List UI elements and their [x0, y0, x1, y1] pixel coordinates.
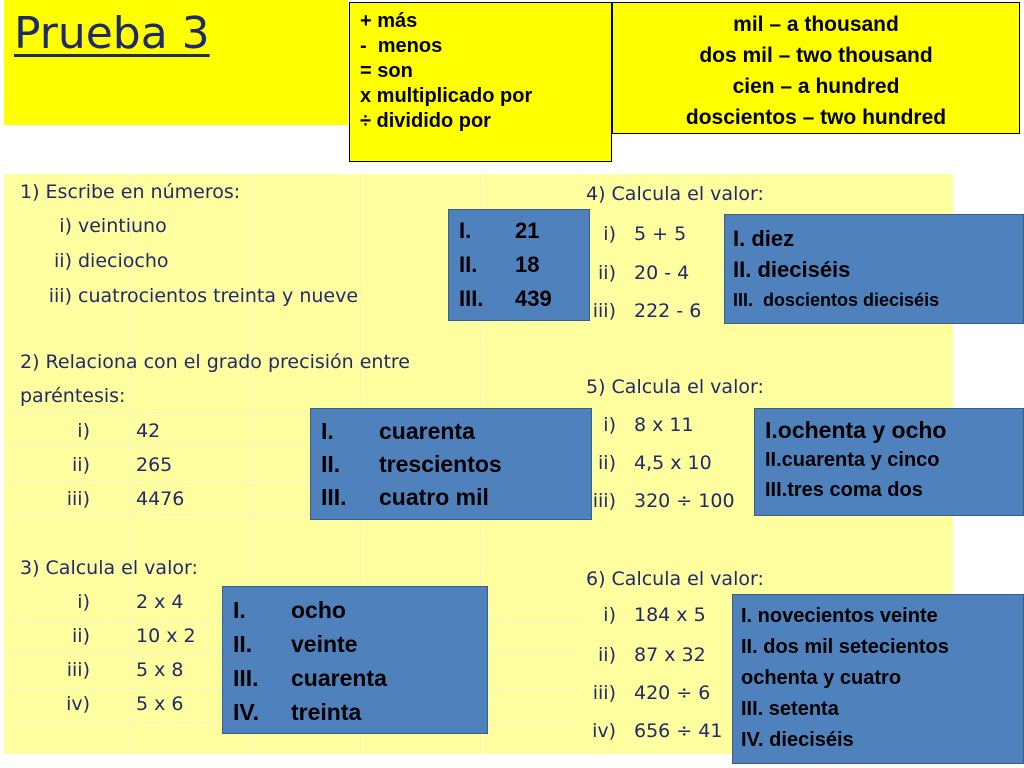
q3-answer-2-numeral: II.: [233, 631, 253, 657]
q5-item-1-numeral: i): [603, 414, 616, 436]
q4-item-2-text: 20 - 4: [634, 262, 690, 284]
numbers-legend: [612, 2, 1020, 134]
q4-answer-2: II. dieciséis: [733, 257, 851, 282]
q6-answer-2: II. dos mil setecientos: [741, 636, 949, 658]
q1-answer-1: 21: [515, 218, 540, 243]
q5-item-2-numeral: ii): [598, 452, 616, 474]
q6-answer-4: IV. dieciséis: [741, 729, 854, 751]
q6-item-1-numeral: i): [603, 604, 616, 626]
q3-answer-1-numeral: I.: [233, 597, 246, 623]
q2-item-1-numeral: i): [77, 420, 90, 442]
q5-item-3-text: 320 ÷ 100: [634, 490, 735, 512]
q3-answer-1: ocho: [291, 597, 346, 623]
q1-answer-3-numeral: III.: [459, 286, 484, 311]
question-2-title-line-2: paréntesis:: [20, 385, 126, 407]
page-title: Prueba 3: [14, 8, 210, 59]
q5-answer-3: III.tres coma dos: [765, 479, 923, 501]
number-word-2: dos mil – two thousand: [699, 44, 933, 67]
question-4-title: 4) Calcula el valor:: [586, 183, 764, 205]
symbol-divide: ÷ dividido por: [360, 110, 491, 132]
q2-answer-2: trescientos: [379, 451, 502, 477]
q4-answer-box: [724, 214, 1024, 324]
q1-item-3-text: cuatrocientos treinta y nueve: [78, 285, 359, 307]
q5-item-2-text: 4,5 x 10: [634, 452, 712, 474]
question-2-title-line-1: 2) Relaciona con el grado precisión entre: [20, 351, 410, 373]
q1-item-2-text: dieciocho: [78, 250, 169, 272]
q2-answer-2-numeral: II.: [321, 451, 341, 477]
q4-answer-1: I. diez: [733, 226, 795, 251]
q5-item-1-text: 8 x 11: [634, 414, 694, 436]
q6-item-1-text: 184 x 5: [634, 604, 706, 626]
q1-answer-1-numeral: I.: [459, 218, 472, 243]
q4-answer-3: III. doscientos dieciséis: [733, 290, 940, 310]
q1-item-1-numeral: i): [59, 215, 72, 237]
number-word-3: cien – a hundred: [732, 75, 900, 98]
q5-answer-box: [754, 408, 1024, 516]
q3-answer-3: cuarenta: [291, 665, 387, 691]
symbol-plus: + más: [360, 10, 418, 32]
question-1-title: 1) Escribe en números:: [20, 181, 241, 203]
q4-item-3-text: 222 - 6: [634, 300, 702, 322]
q6-item-4-text: 656 ÷ 41: [634, 720, 723, 742]
q3-item-1-numeral: i): [77, 591, 90, 613]
q2-item-2-numeral: ii): [72, 454, 90, 476]
question-3-title: 3) Calcula el valor:: [20, 557, 198, 579]
q6-answer-3: III. setenta: [741, 698, 839, 720]
q4-item-3-numeral: iii): [592, 300, 616, 322]
q3-answer-4: treinta: [291, 699, 362, 725]
q3-answer-3-numeral: III.: [233, 665, 259, 691]
symbols-legend: [349, 2, 612, 162]
q6-item-3-numeral: iii): [592, 682, 616, 704]
q4-item-1-text: 5 + 5: [634, 223, 687, 245]
q5-answer-1: I.ochenta y ocho: [765, 417, 947, 443]
q1-answer-2-numeral: II.: [459, 252, 478, 277]
q1-answer-3: 439: [515, 286, 552, 311]
q2-answer-box: [310, 408, 592, 520]
symbol-minus: - menos: [360, 35, 443, 57]
q6-item-2-text: 87 x 32: [634, 644, 706, 666]
q2-answer-1: cuarenta: [379, 418, 475, 444]
q6-answer-1: I. novecientos veinte: [741, 605, 938, 627]
q3-item-2-numeral: ii): [72, 625, 90, 647]
number-word-4: doscientos – two hundred: [685, 106, 947, 129]
q2-answer-3: cuatro mil: [379, 484, 489, 510]
q3-item-4-numeral: iv): [66, 693, 90, 715]
q2-answer-3-numeral: III.: [321, 484, 347, 510]
number-word-1: mil – a thousand: [733, 13, 899, 36]
q5-answer-2: II.cuarenta y cinco: [765, 449, 940, 471]
q6-item-4-numeral: iv): [592, 720, 616, 742]
q1-item-1-text: veintiuno: [78, 215, 167, 237]
symbol-times: x multiplicado por: [360, 85, 533, 107]
q3-answer-4-numeral: IV.: [233, 699, 260, 725]
q3-item-1-text: 2 x 4: [136, 591, 184, 613]
q6-answer-2-continued: ochenta y cuatro: [741, 667, 902, 689]
q3-item-3-numeral: iii): [66, 659, 90, 681]
q6-item-3-text: 420 ÷ 6: [634, 682, 711, 704]
q1-answer-2: 18: [515, 252, 540, 277]
q2-item-1-text: 42: [136, 420, 161, 442]
q1-answer-box: [448, 209, 590, 321]
q4-item-1-numeral: i): [603, 223, 616, 245]
q2-item-3-text: 4476: [136, 488, 185, 510]
q1-item-3-numeral: iii): [48, 285, 72, 307]
q3-item-2-text: 10 x 2: [136, 625, 196, 647]
q3-answer-box: [222, 586, 488, 734]
q6-item-2-numeral: ii): [598, 644, 616, 666]
question-6-title: 6) Calcula el valor:: [586, 568, 764, 590]
q2-answer-1-numeral: I.: [321, 418, 334, 444]
q2-item-2-text: 265: [136, 454, 173, 476]
q4-item-2-numeral: ii): [598, 262, 616, 284]
q3-answer-2: veinte: [291, 631, 358, 657]
question-5-title: 5) Calcula el valor:: [586, 376, 764, 398]
q6-answer-box: [732, 594, 1024, 764]
q3-item-3-text: 5 x 8: [136, 659, 184, 681]
q5-item-3-numeral: iii): [592, 490, 616, 512]
q3-item-4-text: 5 x 6: [136, 693, 184, 715]
symbol-equals: = son: [360, 60, 413, 82]
q1-item-2-numeral: ii): [54, 250, 72, 272]
q2-item-3-numeral: iii): [66, 488, 90, 510]
